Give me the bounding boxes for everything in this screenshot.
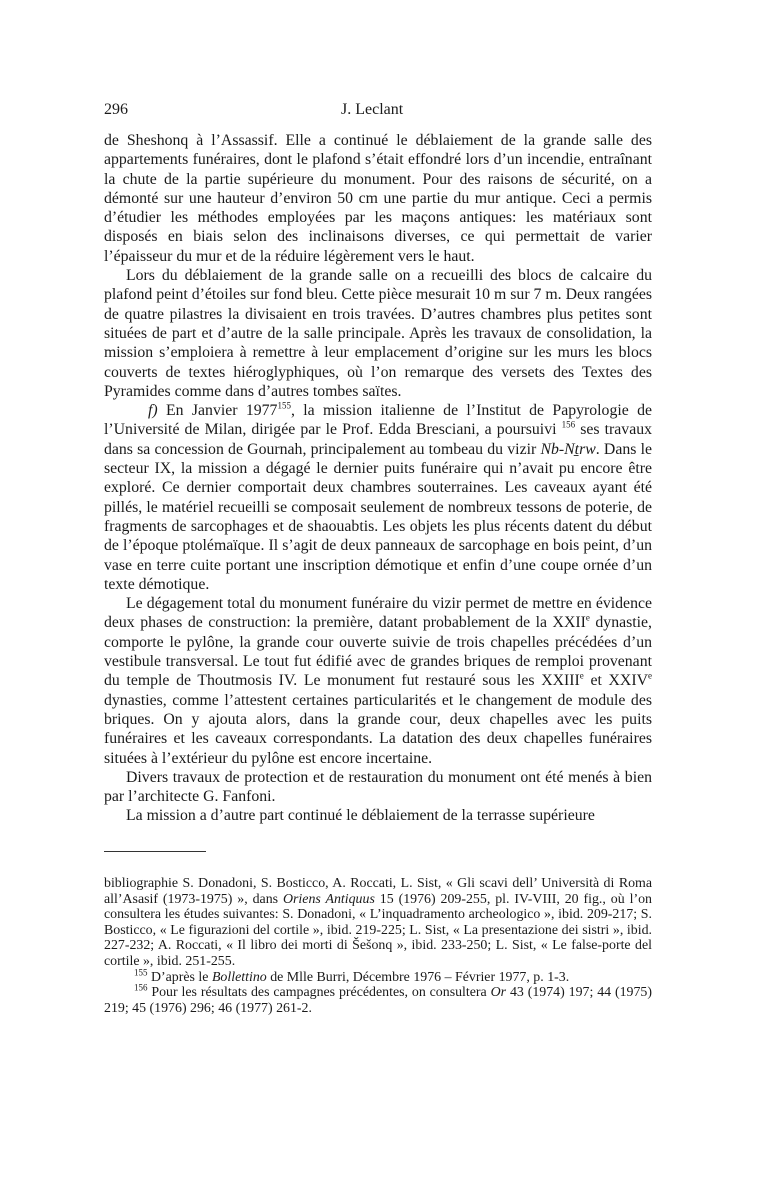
footnote-156-text-a: Pour les résultats des campagnes précédentes, on consultera [151,985,487,1001]
paragraph-3-text-c: ses travaux dans sa concession de Gournah, principalement au tombeau du vizir [104,421,653,458]
section-label: f) [148,402,158,420]
paragraph-4-text-b: dynastie, comporte le pylône, la grande cour ouverte suivie de trois chapelles précédées d’un vestibule transversal. Le tout fut édifié avec de grandes briques de remploi provenant du temple de Thoutmosis IV. Le monument fut restauré sous les XXIII [104,614,652,690]
page-header [104,101,652,125]
paragraph-3 [104,401,652,594]
footnote-rule [104,851,206,852]
paragraph-3-text-d: . Dans le secteur IX, la mission a dégagé le dernier puits funéraire qui n’avait pu encore être exploré. Ce dernier comportait deux chambres souterraines. Les caveaux ayant été pillés, le matériel recueilli se composait seulement de nombreux tessons de poterie, de fragments de sarcophages et de shaouabtis. Les objets les plus récents datent du début de l’époque ptolémaïque. Il s’agit de deux panneaux de sarcophage en bois peint, d’un vase en terre cuite portant une inscription démotique et enfin d’une coupe ornée d’un texte démotique. [104,440,652,593]
page-number: 296 [104,101,128,118]
superscript-e: e [579,671,584,682]
bulletin-title: Bollettino [211,969,267,985]
footnote-155 [104,966,652,986]
footnote-number: 156 [134,982,148,993]
main-text [104,131,652,826]
paragraph-4 [104,594,652,768]
paragraph-3-text-a: En Janvier 1977 [166,402,278,420]
superscript-e: e [585,613,590,624]
running-head: J. Leclant [341,101,404,118]
footnote-number: 155 [134,966,148,977]
paragraph-6: La mission a d’autre part continué le déblaiement de la terrasse supérieure [126,807,595,825]
footnote-155-text-a: D’après le [150,969,209,985]
paragraph-3-text-b: , la mission italienne de l’Institut de Papyrologie de l’Université de Milan, dirigée par le Prof. Edda Bresciani, a poursuivi [104,402,652,439]
paragraph-5: Divers travaux de protection et de restauration du monument ont été menés à bien par l’architecte G. Fanfoni. [104,768,652,806]
journal-title: Oriens Antiquus [282,891,375,907]
footnote-0-text-a: bibliographie S. Donadoni, S. Bosticco, A. Roccati, L. Sist, « Gli scavi dell’ Università di Roma all’Asasif (1973-1975) », dans [104,876,652,907]
paragraph-4-text-d: dynasties, comme l’attestent certaines particularités et le changement de module des briques. On y ajouta alors, dans la grande cour, deux chapelles avec les puits funéraires et les caveaux correspondants. La datation des deux chapelles funéraires situées à l’extérieur du pylône est encore incertaine. [104,691,652,767]
footnote-continuation [104,876,652,970]
footnote-156-text-b: 43 (1974) 197; 44 (1975) 219; 45 (1976) 296; 46 (1977) 261-2. [104,985,653,1016]
paragraph-4-text-a: Le dégagement total du monument funéraire du vizir permet de mettre en évidence deux phases de construction: la première, datant probablement de la XXII [104,595,652,632]
journal-abbrev: Or [490,985,507,1001]
footnote-0-text-b: 15 (1976) 209-255, pl. IV-VIII, 20 fig., où l’on consultera les études suivantes: S. Donadoni, « L’inquadramento archeologico », ibid. 209-217; S. Bosticco, « Le figurazioni del cortile », ibid. 219-225; L. Sist, « La presentazione dei sistri », ibid. 227-232; A. Roccati, « Il libro dei morti di Šešonq », ibid. 233-250; L. Sist, « Le false-porte del cortile », ibid. 251-255. [104,891,652,969]
paragraph-2: Lors du déblaiement de la grande salle on a recueilli des blocs de calcaire du plafond peint d’étoiles sur fond bleu. Cette pièce mesurait 10 m sur 7 m. Deux rangées de quatre pilastres la divisaient en trois travées. D’autres chambres plus petites sont situées de part et d’autre de la salle principale. Après les travaux de consolidation, la mission s’emploiera à remettre à leur emplacement d’origine sur les murs les blocs couverts de textes hiéroglyphiques, où l’on remarque des versets des Textes des Pyramides comme dans d’autres tombes saïtes. [104,267,652,400]
footnote-155-text-b: de Mlle Burri, Décembre 1976 – Février 1977, p. 1-3. [270,969,570,985]
paragraph-4-text-c: et XXIV [583,672,648,690]
vizir-name: Nb-Nṯrw [540,440,596,458]
footnotes [104,876,652,1016]
footnote-ref-155: 155 [277,400,291,411]
superscript-e: e [648,671,652,682]
footnote-ref-156: 156 [561,420,576,431]
paragraph-1: de Sheshonq à l’Assassif. Elle a continué le déblaiement de la grande salle des appartements funéraires, dont le plafond s’était effondré lors d’un incendie, entraînant la chute de la partie supérieure du monument. Pour des raisons de sécurité, on a démonté sur une hauteur d’environ 50 cm une partie du mur antique. Ceci a permis d’étudier les méthodes employées par les maçons antiques: les matériaux sont disposés en biais selon des inclinaisons diverses, ce qui permettait de varier l’épaisseur du mur et de la réduire légèrement vers le haut. [104,132,652,265]
footnote-156 [104,982,653,1016]
